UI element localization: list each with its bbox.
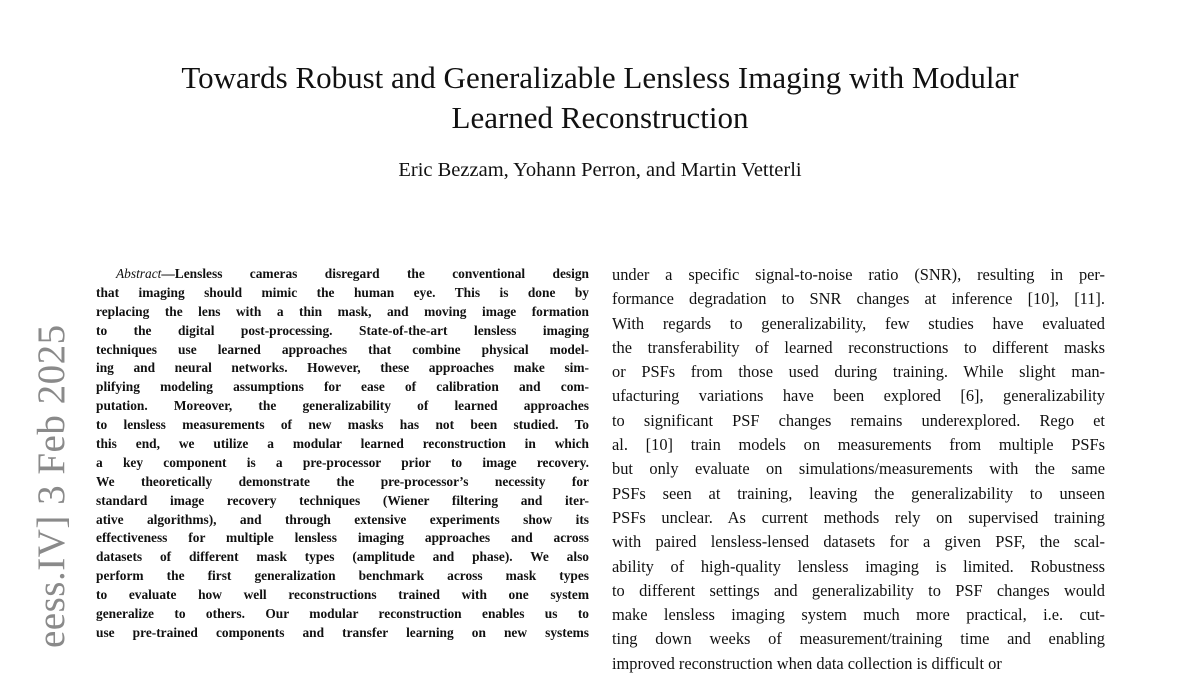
body-line: under a specific signal-to-noise ratio (SNR), resulting in per- — [612, 265, 1105, 284]
abstract-line: this end, we utilize a modular learned reconstruction in which — [96, 436, 589, 452]
abstract-line — [96, 265, 589, 284]
abstract-line: ative algorithms), and through extensive experiments show its — [96, 511, 589, 527]
abstract-line: effectiveness for multiple lensless imaging approaches and across — [96, 530, 589, 546]
body-line: formance degradation to SNR changes at inference [10], [11]. — [612, 289, 1105, 309]
body-line: ability of high-quality lensless imaging is limited. Robustness — [612, 556, 1105, 576]
abstract-line: to lensless measurements of new masks has not been studied. To — [96, 417, 589, 433]
body-line: ting down weeks of measurement/training time and enabling — [612, 629, 1105, 649]
abstract-line: putation. Moreover, the generalizability of learned approaches — [96, 398, 589, 414]
abstract-label: Abstract — [116, 266, 162, 281]
abstract-line: use pre-trained components and transfer learning on new systems — [96, 624, 589, 640]
body-line: With regards to generalizability, few studies have evaluated — [612, 313, 1105, 333]
arxiv-side-stamp: eess.IV] 3 Feb 2025 — [30, 324, 73, 648]
abstract-line: a key component is a pre-processor prior to image recovery. — [96, 454, 589, 470]
abstract-line: that imaging should mimic the human eye. This is done by — [96, 284, 589, 300]
abstract-line: ing and neural networks. However, these approaches make sim- — [96, 360, 589, 376]
abstract-line: perform the first generalization benchmark across mask types — [96, 568, 589, 584]
abstract-column — [96, 265, 589, 643]
title-line-1: Towards Robust and Generalizable Lensless Imaging with Modular — [181, 60, 1019, 95]
body-line: the transferability of learned reconstructions to different masks — [612, 337, 1105, 357]
abstract-line-text: —Lensless cameras disregard the conventional design — [161, 266, 589, 281]
body-line: with paired lensless-lensed datasets for a given PSF, the scal- — [612, 532, 1105, 552]
abstract-line: generalize to others. Our modular reconstruction enables us to — [96, 606, 589, 622]
abstract-line: replacing the lens with a thin mask, and moving image formation — [96, 303, 589, 319]
body-line: ufacturing variations have been explored [6], generalizability — [612, 386, 1105, 406]
paper-authors: Eric Bezzam, Yohann Perron, and Martin Vetterli — [398, 159, 802, 181]
body-line: al. [10] train models on measurements from multiple PSFs — [612, 435, 1105, 455]
body-line: PSFs seen at training, leaving the generalizability to unseen — [612, 483, 1105, 503]
title-line-2: Learned Reconstruction — [451, 100, 749, 135]
abstract-line: datasets of different mask types (amplitude and phase). We also — [96, 549, 589, 565]
body-line: PSFs unclear. As current methods rely on supervised training — [612, 507, 1105, 527]
body-line: to different settings and generalizability to PSF changes would — [612, 580, 1105, 600]
body-line: make lensless imaging system much more practical, i.e. cut- — [612, 605, 1105, 625]
abstract-line: standard image recovery techniques (Wiener filtering and iter- — [96, 492, 589, 508]
body-line: to significant PSF changes remains underexplored. Rego et — [612, 410, 1105, 430]
body-column — [612, 263, 1105, 676]
body-line: but only evaluate on simulations/measurements with the same — [612, 459, 1105, 479]
body-line: improved reconstruction when data collection is difficult or — [612, 653, 1002, 673]
abstract-line: plifying modeling assumptions for ease of calibration and com- — [96, 379, 589, 395]
body-line: or PSFs from those used during training. While slight man- — [612, 362, 1105, 382]
abstract-line: techniques use learned approaches that combine physical model- — [96, 341, 589, 357]
abstract-line: We theoretically demonstrate the pre-processor’s necessity for — [96, 473, 589, 489]
paper-title — [100, 58, 1100, 138]
abstract-line: to the digital post-processing. State-of-the-art lensless imaging — [96, 322, 589, 338]
abstract-line: to evaluate how well reconstructions trained with one system — [96, 587, 589, 603]
